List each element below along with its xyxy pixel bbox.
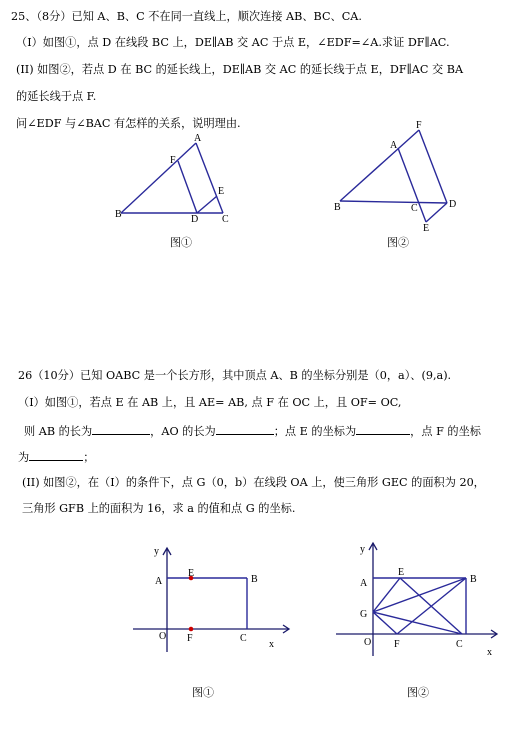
q25-fig1-label-b: B: [115, 209, 122, 220]
q26-fig2-axes: [336, 543, 497, 656]
q25-line-1: 25、（8分）已知 A、B、C 不在同一直线上，顺次连接 AB、BC、CA.: [11, 10, 362, 23]
q25-line-2: （I）如图①，点 D 在线段 BC 上，DE∥AB 交 AC 于点 E，∠EDF=∠A.求证 DF∥AC.: [16, 36, 450, 49]
q26-fig1-label-b: B: [251, 574, 258, 585]
q26-fig2-label-o: O: [364, 637, 372, 648]
q26-line-1: 26（10分）已知 OABC 是一个长方形，其中顶点 A、B 的坐标分别是（0，a）、(9,a).: [18, 369, 452, 382]
q26-fig2-label-x: x: [487, 647, 492, 658]
segment-bd: [340, 201, 447, 203]
q26-fig2-label-a: A: [360, 578, 368, 589]
q26-line-6: 三角形 GFB 上的面积为 16，求 a 的值和点 G 的坐标.: [22, 502, 296, 515]
q26-fig2-caption: 图②: [407, 686, 429, 699]
q25-fig2-label-f: F: [416, 120, 422, 131]
q26-line-4: [18, 449, 94, 465]
q25-fig1-label-f: F: [170, 155, 176, 166]
q25-fig1-label-a: A: [194, 133, 202, 144]
segment-gc: [373, 612, 462, 634]
segment-fd: [419, 130, 447, 203]
ab-length-blank[interactable]: [92, 423, 150, 435]
q25-fig2-label-c: C: [411, 203, 418, 214]
q25-fig1-label-d: D: [191, 214, 199, 225]
q25-fig2-label-a: A: [390, 140, 398, 151]
q25-line-5: 问∠EDF 与∠BAC 有怎样的关系，说明理由.: [16, 117, 241, 130]
e-coordinate-blank[interactable]: [356, 423, 410, 435]
point-f-dot: [189, 627, 194, 632]
q25-fig2-label-e: E: [423, 223, 430, 234]
q25-fig2-label-b: B: [334, 202, 341, 213]
q26-fig1-label-c: C: [240, 633, 247, 644]
q26-e-coord-text: ；点 E 的坐标为: [273, 425, 357, 438]
q26-line-2: （I）如图①，若点 E 在 AB 上，且 AE= AB, 点 F 在 OC 上，且 OF= OC,: [18, 396, 402, 409]
q25-fig2-caption: 图②: [387, 236, 409, 249]
q26-fig1-label-e: E: [188, 568, 195, 579]
q25-line-4: 的延长线于点 F.: [16, 90, 97, 103]
q25-fig1-label-c: C: [222, 214, 229, 225]
q26-fig2-label-c: C: [456, 639, 463, 650]
segment-ed: [426, 203, 447, 222]
q26-f-coord-text: ，点 F 的坐标: [410, 425, 481, 438]
q25-fig1-label-e: E: [218, 186, 225, 197]
q26-f-coord-prefix: 为: [18, 451, 30, 464]
q26-fig1-label-x: x: [269, 639, 274, 650]
q26-fig1-label-f: F: [187, 633, 193, 644]
q26-ab-length-text: 则 AB 的长为: [24, 425, 93, 438]
q26-line-5: (II) 如图②，在（I）的条件下，点 G（0，b）在线段 OA 上，使三角形 GEC 的面积为 20，: [22, 476, 485, 489]
q26-fig1-caption: 图①: [192, 686, 214, 699]
q26-fig1-label-a: A: [155, 576, 163, 587]
q26-line-3: [24, 423, 481, 439]
segment-de: [197, 196, 217, 213]
segment-fb: [397, 578, 466, 634]
q26-fig1-label-o: O: [159, 631, 167, 642]
q26-fig2-label-g: G: [360, 609, 368, 620]
q26-f-coord-suffix: ；: [83, 451, 95, 464]
q25-line-3: (II) 如图②，若点 D 在 BC 的延长线上，DE∥AB 交 AC 的延长线于点 E，DF∥AC 交 BA: [16, 63, 464, 76]
q25-fig1-caption: 图①: [170, 236, 192, 249]
q26-fig2-lines: [373, 578, 466, 634]
segment-bf: [340, 130, 419, 201]
q26-fig1-rectangle: [167, 578, 247, 629]
q26-fig2-label-y: y: [360, 544, 365, 555]
q26-fig2-label-f: F: [394, 639, 400, 650]
segment-fd: [178, 161, 197, 213]
f-coordinate-blank[interactable]: [29, 449, 83, 461]
q25-fig2-label-d: D: [449, 199, 457, 210]
q26-fig2-label-e: E: [398, 567, 405, 578]
q26-fig1-axes: [133, 548, 289, 652]
q26-fig2-label-b: B: [470, 574, 477, 585]
q26-ao-length-text: ，AO 的长为: [150, 425, 216, 438]
q25-fig1-lines: [121, 143, 223, 213]
ao-length-blank[interactable]: [216, 423, 274, 435]
q26-fig1-label-y: y: [154, 546, 159, 557]
